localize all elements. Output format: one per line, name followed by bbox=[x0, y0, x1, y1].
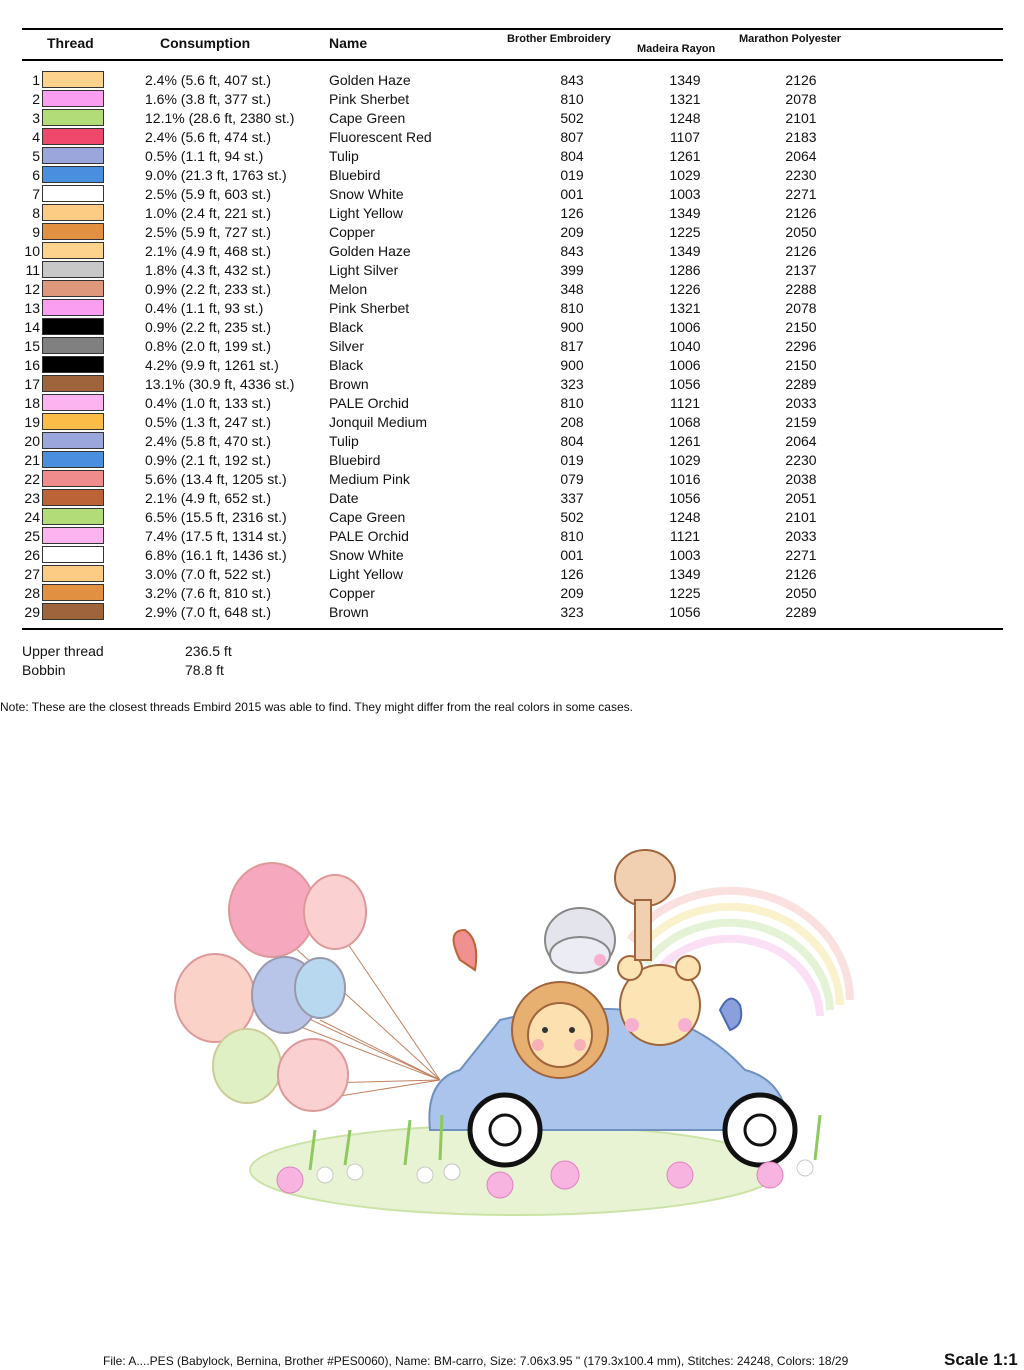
color-swatch bbox=[42, 280, 104, 297]
table-row bbox=[0, 355, 1024, 374]
marathon-code-cell: 2051 bbox=[785, 490, 817, 506]
thread-number: 5 bbox=[32, 148, 40, 164]
marathon-code-cell: 2050 bbox=[785, 585, 817, 601]
note-text: Note: These are the closest threads Embird 2015 was able to find. They might differ from the real colors in some cases. bbox=[0, 700, 633, 714]
color-swatch bbox=[42, 603, 104, 620]
marathon-code-cell: 2271 bbox=[785, 186, 817, 202]
thread-number: 2 bbox=[32, 91, 40, 107]
madeira-code-cell: 1056 bbox=[669, 604, 701, 620]
brother-code-cell: 126 bbox=[560, 205, 584, 221]
madeira-code-cell: 1003 bbox=[669, 547, 701, 563]
color-swatch bbox=[42, 337, 104, 354]
table-row bbox=[0, 393, 1024, 412]
thread-name-cell: Jonquil Medium bbox=[329, 414, 428, 430]
thread-name-cell: Brown bbox=[329, 376, 369, 392]
thread-name-cell: Light Yellow bbox=[329, 566, 403, 582]
consumption-cell: 4.2% (9.9 ft, 1261 st.) bbox=[145, 357, 279, 373]
table-row bbox=[0, 89, 1024, 108]
upper-thread-label: Upper thread bbox=[22, 643, 104, 659]
thread-number: 21 bbox=[24, 452, 40, 468]
color-swatch bbox=[42, 128, 104, 145]
thread-table bbox=[0, 70, 1024, 621]
color-swatch bbox=[42, 508, 104, 525]
brother-code-cell: 019 bbox=[560, 167, 584, 183]
table-row bbox=[0, 526, 1024, 545]
color-swatch bbox=[42, 166, 104, 183]
brother-code-cell: 209 bbox=[560, 585, 584, 601]
table-row bbox=[0, 507, 1024, 526]
table-row bbox=[0, 602, 1024, 621]
thread-name-cell: Melon bbox=[329, 281, 368, 297]
color-swatch bbox=[42, 584, 104, 601]
consumption-cell: 0.9% (2.1 ft, 192 st.) bbox=[145, 452, 272, 468]
madeira-code-cell: 1068 bbox=[669, 414, 701, 430]
marathon-code-cell: 2230 bbox=[785, 167, 817, 183]
table-row bbox=[0, 545, 1024, 564]
consumption-cell: 0.8% (2.0 ft, 199 st.) bbox=[145, 338, 272, 354]
thread-name-cell: Bluebird bbox=[329, 452, 381, 468]
scale-label: Scale 1:1 bbox=[944, 1350, 1018, 1369]
consumption-cell: 9.0% (21.3 ft, 1763 st.) bbox=[145, 167, 287, 183]
embroidery-preview bbox=[160, 830, 860, 1230]
table-row bbox=[0, 583, 1024, 602]
madeira-code-cell: 1029 bbox=[669, 167, 701, 183]
color-swatch bbox=[42, 432, 104, 449]
color-swatch bbox=[42, 318, 104, 335]
consumption-cell: 0.9% (2.2 ft, 233 st.) bbox=[145, 281, 272, 297]
brother-code-cell: 810 bbox=[560, 528, 584, 544]
madeira-code-cell: 1121 bbox=[669, 528, 701, 544]
color-swatch bbox=[42, 223, 104, 240]
madeira-code-cell: 1349 bbox=[669, 566, 701, 582]
color-swatch bbox=[42, 565, 104, 582]
thread-number: 26 bbox=[24, 547, 40, 563]
marathon-code-cell: 2183 bbox=[785, 129, 817, 145]
thread-number: 18 bbox=[24, 395, 40, 411]
brother-code-cell: 807 bbox=[560, 129, 584, 145]
color-swatch bbox=[42, 109, 104, 126]
marathon-code-cell: 2288 bbox=[785, 281, 817, 297]
color-swatch bbox=[42, 470, 104, 487]
thread-number: 3 bbox=[32, 110, 40, 126]
thread-name-cell: Brown bbox=[329, 604, 369, 620]
thread-name-cell: Tulip bbox=[329, 148, 359, 164]
color-swatch bbox=[42, 451, 104, 468]
color-swatch bbox=[42, 204, 104, 221]
brother-code-cell: 804 bbox=[560, 148, 584, 164]
thread-number: 15 bbox=[24, 338, 40, 354]
thread-name-cell: Copper bbox=[329, 224, 375, 240]
marathon-code-cell: 2033 bbox=[785, 395, 817, 411]
bobbin-value: 78.8 ft bbox=[185, 662, 224, 678]
marathon-code-cell: 2126 bbox=[785, 72, 817, 88]
madeira-code-cell: 1107 bbox=[669, 129, 701, 145]
thread-name-cell: Golden Haze bbox=[329, 72, 411, 88]
consumption-cell: 1.0% (2.4 ft, 221 st.) bbox=[145, 205, 272, 221]
table-row bbox=[0, 127, 1024, 146]
table-row bbox=[0, 412, 1024, 431]
brother-code-cell: 810 bbox=[560, 395, 584, 411]
consumption-cell: 2.9% (7.0 ft, 648 st.) bbox=[145, 604, 272, 620]
marathon-code-cell: 2064 bbox=[785, 433, 817, 449]
consumption-cell: 2.4% (5.6 ft, 407 st.) bbox=[145, 72, 272, 88]
madeira-code-cell: 1003 bbox=[669, 186, 701, 202]
brother-code-cell: 810 bbox=[560, 91, 584, 107]
thread-name-cell: Date bbox=[329, 490, 359, 506]
brother-code-cell: 209 bbox=[560, 224, 584, 240]
brother-code-cell: 079 bbox=[560, 471, 584, 487]
consumption-cell: 13.1% (30.9 ft, 4336 st.) bbox=[145, 376, 295, 392]
marathon-code-cell: 2064 bbox=[785, 148, 817, 164]
marathon-code-cell: 2101 bbox=[785, 110, 817, 126]
thread-number: 23 bbox=[24, 490, 40, 506]
marathon-code-cell: 2296 bbox=[785, 338, 817, 354]
thread-number: 29 bbox=[24, 604, 40, 620]
consumption-cell: 2.1% (4.9 ft, 468 st.) bbox=[145, 243, 272, 259]
color-swatch bbox=[42, 71, 104, 88]
thread-name-cell: Fluorescent Red bbox=[329, 129, 432, 145]
thread-number: 4 bbox=[32, 129, 40, 145]
table-row bbox=[0, 165, 1024, 184]
marathon-code-cell: 2150 bbox=[785, 319, 817, 335]
marathon-code-cell: 2078 bbox=[785, 300, 817, 316]
color-swatch bbox=[42, 242, 104, 259]
table-row bbox=[0, 146, 1024, 165]
thread-name-cell: Cape Green bbox=[329, 509, 406, 525]
thread-name-cell: Golden Haze bbox=[329, 243, 411, 259]
thread-number: 8 bbox=[32, 205, 40, 221]
madeira-code-cell: 1261 bbox=[669, 148, 701, 164]
thread-name-cell: Pink Sherbet bbox=[329, 300, 410, 316]
consumption-cell: 3.0% (7.0 ft, 522 st.) bbox=[145, 566, 272, 582]
brother-code-cell: 804 bbox=[560, 433, 584, 449]
thread-name-cell: Pink Sherbet bbox=[329, 91, 410, 107]
madeira-code-cell: 1286 bbox=[669, 262, 701, 278]
header-name: Name bbox=[329, 35, 368, 51]
madeira-code-cell: 1261 bbox=[669, 433, 701, 449]
consumption-cell: 2.5% (5.9 ft, 603 st.) bbox=[145, 186, 272, 202]
table-row bbox=[0, 564, 1024, 583]
marathon-code-cell: 2050 bbox=[785, 224, 817, 240]
madeira-code-cell: 1226 bbox=[669, 281, 701, 297]
marathon-code-cell: 2271 bbox=[785, 547, 817, 563]
table-row bbox=[0, 241, 1024, 260]
table-row bbox=[0, 279, 1024, 298]
consumption-cell: 1.8% (4.3 ft, 432 st.) bbox=[145, 262, 272, 278]
brother-code-cell: 843 bbox=[560, 243, 584, 259]
top-rule bbox=[22, 28, 1003, 30]
upper-thread-value: 236.5 ft bbox=[185, 643, 232, 659]
thread-number: 19 bbox=[24, 414, 40, 430]
brother-code-cell: 001 bbox=[560, 186, 584, 202]
color-swatch bbox=[42, 394, 104, 411]
consumption-cell: 3.2% (7.6 ft, 810 st.) bbox=[145, 585, 272, 601]
table-row bbox=[0, 469, 1024, 488]
thread-number: 13 bbox=[24, 300, 40, 316]
bottom-rule bbox=[22, 628, 1003, 630]
marathon-code-cell: 2101 bbox=[785, 509, 817, 525]
thread-number: 9 bbox=[32, 224, 40, 240]
consumption-cell: 6.5% (15.5 ft, 2316 st.) bbox=[145, 509, 287, 525]
thread-name-cell: Cape Green bbox=[329, 110, 406, 126]
madeira-code-cell: 1040 bbox=[669, 338, 701, 354]
consumption-cell: 1.6% (3.8 ft, 377 st.) bbox=[145, 91, 272, 107]
madeira-code-cell: 1056 bbox=[669, 490, 701, 506]
table-row bbox=[0, 222, 1024, 241]
madeira-code-cell: 1225 bbox=[669, 585, 701, 601]
thread-number: 6 bbox=[32, 167, 40, 183]
header-thread: Thread bbox=[47, 35, 94, 51]
brother-code-cell: 126 bbox=[560, 566, 584, 582]
brother-code-cell: 348 bbox=[560, 281, 584, 297]
marathon-code-cell: 2126 bbox=[785, 243, 817, 259]
table-row bbox=[0, 108, 1024, 127]
thread-name-cell: PALE Orchid bbox=[329, 528, 409, 544]
madeira-code-cell: 1349 bbox=[669, 243, 701, 259]
thread-number: 16 bbox=[24, 357, 40, 373]
thread-number: 20 bbox=[24, 433, 40, 449]
color-swatch bbox=[42, 489, 104, 506]
marathon-code-cell: 2137 bbox=[785, 262, 817, 278]
consumption-cell: 7.4% (17.5 ft, 1314 st.) bbox=[145, 528, 287, 544]
madeira-code-cell: 1029 bbox=[669, 452, 701, 468]
consumption-cell: 0.9% (2.2 ft, 235 st.) bbox=[145, 319, 272, 335]
brother-code-cell: 502 bbox=[560, 110, 584, 126]
thread-number: 27 bbox=[24, 566, 40, 582]
madeira-code-cell: 1321 bbox=[669, 300, 701, 316]
brother-code-cell: 810 bbox=[560, 300, 584, 316]
consumption-cell: 2.1% (4.9 ft, 652 st.) bbox=[145, 490, 272, 506]
bobbin-label: Bobbin bbox=[22, 662, 66, 678]
thread-name-cell: Black bbox=[329, 357, 364, 373]
thread-name-cell: Snow White bbox=[329, 547, 404, 563]
madeira-code-cell: 1225 bbox=[669, 224, 701, 240]
table-row bbox=[0, 431, 1024, 450]
marathon-code-cell: 2289 bbox=[785, 604, 817, 620]
brother-code-cell: 843 bbox=[560, 72, 584, 88]
table-row bbox=[0, 317, 1024, 336]
thread-name-cell: Snow White bbox=[329, 186, 404, 202]
brother-code-cell: 399 bbox=[560, 262, 584, 278]
table-row bbox=[0, 450, 1024, 469]
thread-number: 17 bbox=[24, 376, 40, 392]
consumption-cell: 12.1% (28.6 ft, 2380 st.) bbox=[145, 110, 295, 126]
thread-number: 25 bbox=[24, 528, 40, 544]
table-row bbox=[0, 488, 1024, 507]
consumption-cell: 2.4% (5.6 ft, 474 st.) bbox=[145, 129, 272, 145]
thread-name-cell: Black bbox=[329, 319, 364, 335]
thread-number: 10 bbox=[24, 243, 40, 259]
thread-name-cell: Bluebird bbox=[329, 167, 381, 183]
consumption-cell: 5.6% (13.4 ft, 1205 st.) bbox=[145, 471, 287, 487]
thread-name-cell: PALE Orchid bbox=[329, 395, 409, 411]
table-row bbox=[0, 298, 1024, 317]
brother-code-cell: 208 bbox=[560, 414, 584, 430]
color-swatch bbox=[42, 90, 104, 107]
color-swatch bbox=[42, 527, 104, 544]
header-marathon: Marathon Polyester bbox=[739, 33, 842, 45]
color-swatch bbox=[42, 356, 104, 373]
thread-number: 12 bbox=[24, 281, 40, 297]
consumption-cell: 6.8% (16.1 ft, 1436 st.) bbox=[145, 547, 287, 563]
thread-number: 14 bbox=[24, 319, 40, 335]
brother-code-cell: 323 bbox=[560, 604, 584, 620]
brother-code-cell: 323 bbox=[560, 376, 584, 392]
table-row bbox=[0, 336, 1024, 355]
table-row bbox=[0, 70, 1024, 89]
brother-code-cell: 900 bbox=[560, 319, 584, 335]
header-rule bbox=[22, 59, 1003, 61]
consumption-cell: 2.4% (5.8 ft, 470 st.) bbox=[145, 433, 272, 449]
brother-code-cell: 001 bbox=[560, 547, 584, 563]
thread-number: 7 bbox=[32, 186, 40, 202]
thread-name-cell: Copper bbox=[329, 585, 375, 601]
brother-code-cell: 019 bbox=[560, 452, 584, 468]
color-swatch bbox=[42, 546, 104, 563]
thread-name-cell: Tulip bbox=[329, 433, 359, 449]
thread-name-cell: Medium Pink bbox=[329, 471, 410, 487]
consumption-cell: 0.4% (1.0 ft, 133 st.) bbox=[145, 395, 272, 411]
thread-name-cell: Silver bbox=[329, 338, 365, 354]
marathon-code-cell: 2033 bbox=[785, 528, 817, 544]
header-consumption: Consumption bbox=[160, 35, 251, 51]
thread-number: 22 bbox=[24, 471, 40, 487]
madeira-code-cell: 1006 bbox=[669, 319, 701, 335]
madeira-code-cell: 1349 bbox=[669, 72, 701, 88]
color-swatch bbox=[42, 185, 104, 202]
marathon-code-cell: 2038 bbox=[785, 471, 817, 487]
file-info: File: A....PES (Babylock, Bernina, Brother #PES0060), Name: BM-carro, Size: 7.06x3.95 " (179.3x100.4 mm), Stitches: 24248, Colors: 18/29 bbox=[103, 1354, 849, 1368]
thread-number: 24 bbox=[24, 509, 40, 525]
madeira-code-cell: 1248 bbox=[669, 509, 701, 525]
brother-code-cell: 502 bbox=[560, 509, 584, 525]
madeira-code-cell: 1248 bbox=[669, 110, 701, 126]
thread-name-cell: Light Silver bbox=[329, 262, 399, 278]
marathon-code-cell: 2150 bbox=[785, 357, 817, 373]
table-row bbox=[0, 203, 1024, 222]
brother-code-cell: 900 bbox=[560, 357, 584, 373]
color-swatch bbox=[42, 147, 104, 164]
thread-number: 1 bbox=[32, 72, 40, 88]
consumption-cell: 0.5% (1.1 ft, 94 st.) bbox=[145, 148, 264, 164]
marathon-code-cell: 2078 bbox=[785, 91, 817, 107]
color-swatch bbox=[42, 375, 104, 392]
header-madeira: Madeira Rayon bbox=[637, 43, 716, 55]
table-row bbox=[0, 260, 1024, 279]
consumption-cell: 0.4% (1.1 ft, 93 st.) bbox=[145, 300, 264, 316]
thread-number: 28 bbox=[24, 585, 40, 601]
madeira-code-cell: 1006 bbox=[669, 357, 701, 373]
color-swatch bbox=[42, 299, 104, 316]
madeira-code-cell: 1121 bbox=[669, 395, 701, 411]
brother-code-cell: 337 bbox=[560, 490, 584, 506]
color-swatch bbox=[42, 261, 104, 278]
madeira-code-cell: 1016 bbox=[669, 471, 701, 487]
brother-code-cell: 817 bbox=[560, 338, 584, 354]
color-swatch bbox=[42, 413, 104, 430]
header-brother: Brother Embroidery bbox=[507, 33, 611, 45]
table-row bbox=[0, 374, 1024, 393]
thread-name-cell: Light Yellow bbox=[329, 205, 403, 221]
consumption-cell: 2.5% (5.9 ft, 727 st.) bbox=[145, 224, 272, 240]
thread-number: 11 bbox=[25, 262, 40, 278]
marathon-code-cell: 2126 bbox=[785, 566, 817, 582]
marathon-code-cell: 2159 bbox=[785, 414, 817, 430]
marathon-code-cell: 2126 bbox=[785, 205, 817, 221]
madeira-code-cell: 1321 bbox=[669, 91, 701, 107]
madeira-code-cell: 1349 bbox=[669, 205, 701, 221]
marathon-code-cell: 2289 bbox=[785, 376, 817, 392]
marathon-code-cell: 2230 bbox=[785, 452, 817, 468]
consumption-cell: 0.5% (1.3 ft, 247 st.) bbox=[145, 414, 272, 430]
madeira-code-cell: 1056 bbox=[669, 376, 701, 392]
table-row bbox=[0, 184, 1024, 203]
